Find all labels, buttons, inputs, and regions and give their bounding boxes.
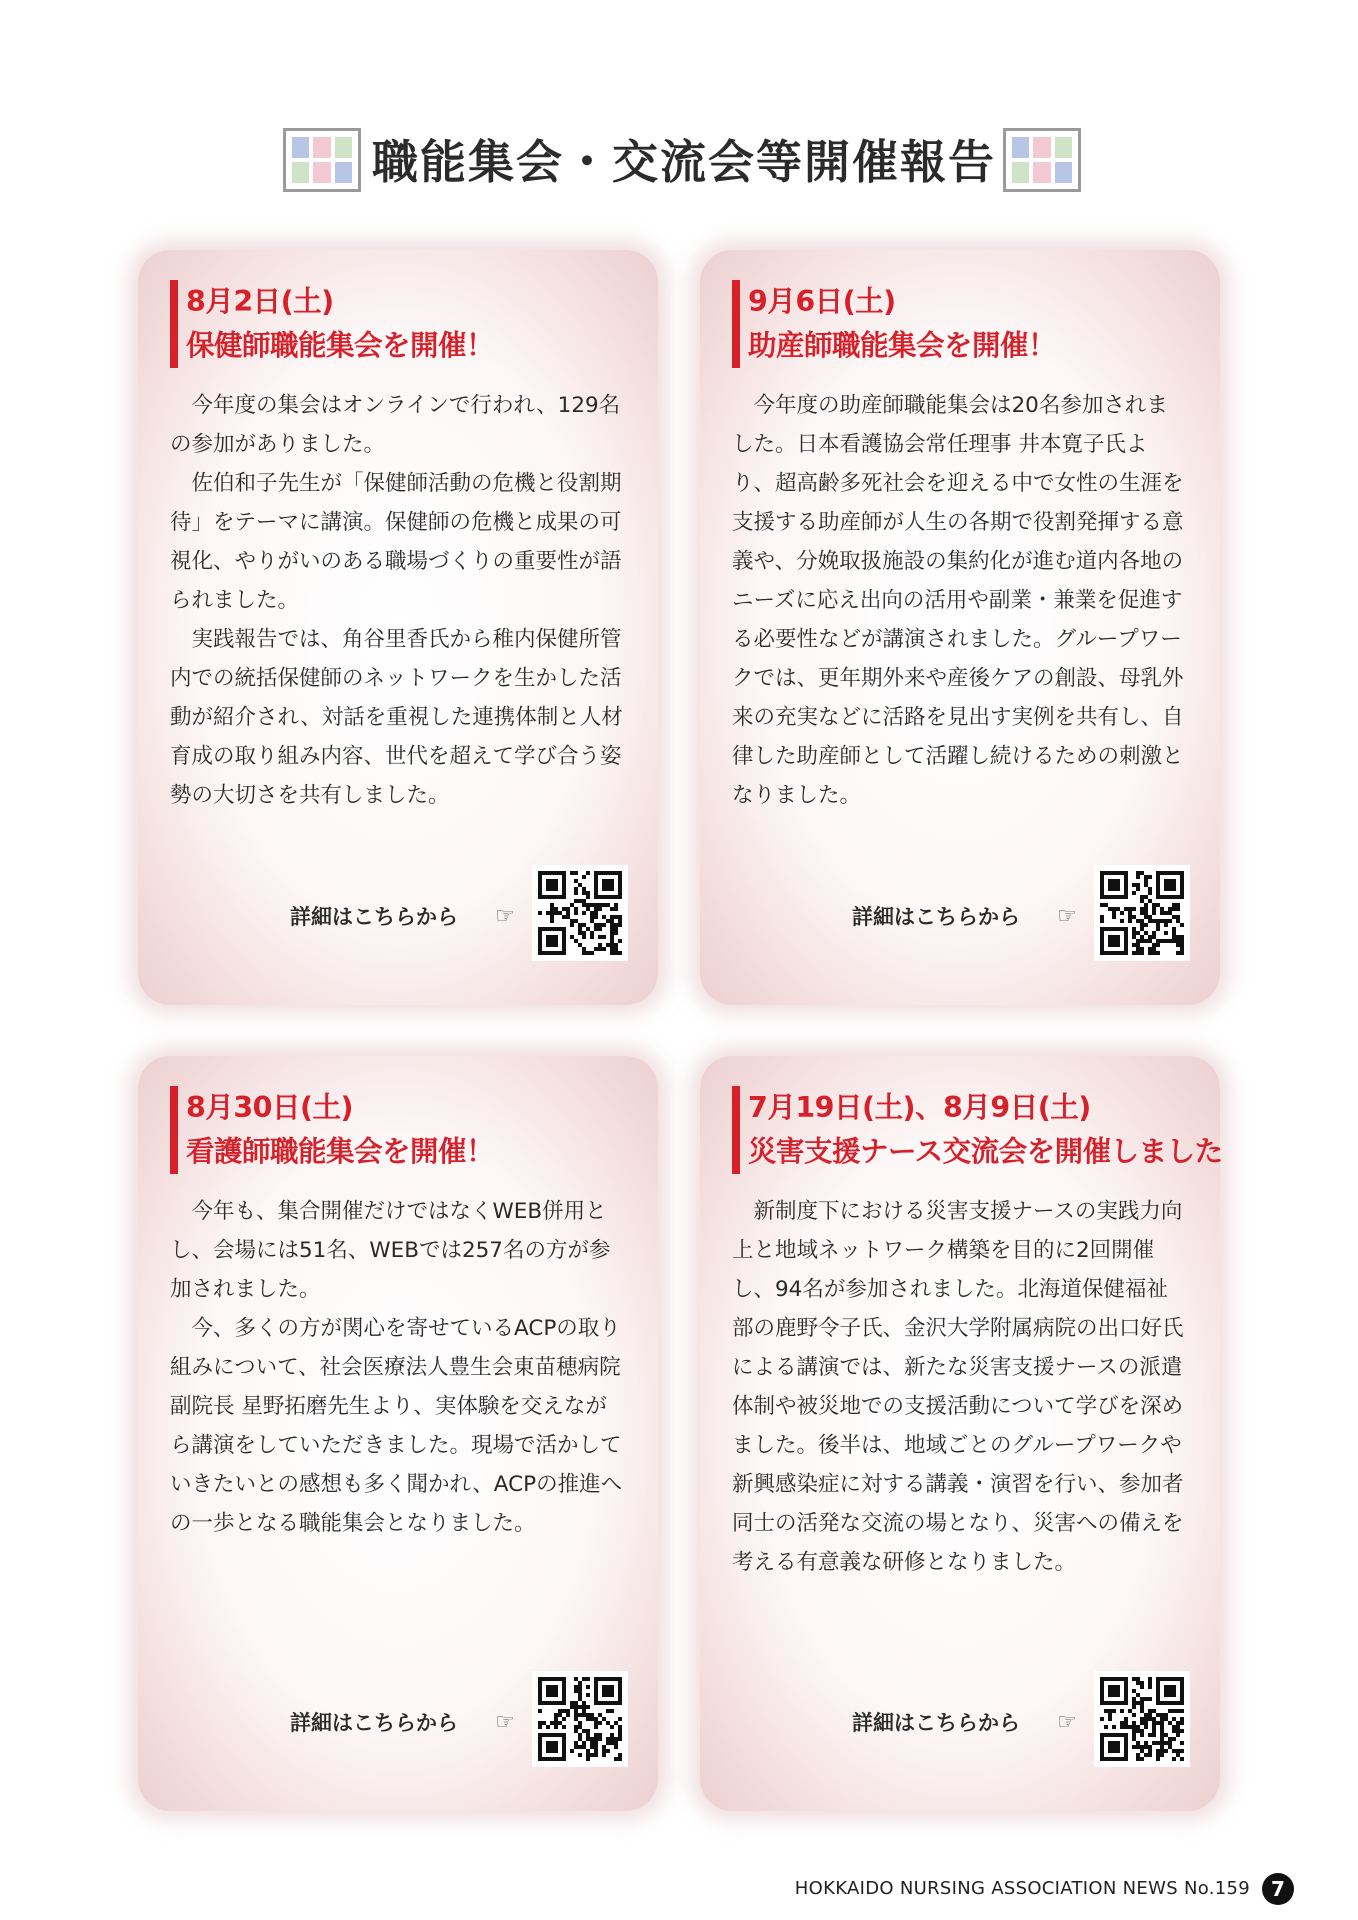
- pointing-hand-icon: ☞: [495, 904, 515, 929]
- card-header: [732, 280, 1056, 368]
- qr-code-icon[interactable]: [532, 865, 628, 961]
- page-number: 7: [1262, 1873, 1294, 1905]
- tile-decoration-icon: [283, 128, 361, 192]
- qr-code-icon[interactable]: [1094, 865, 1190, 961]
- card-paragraph: 新制度下における災害支援ナースの実践力向上と地域ネットワーク構築を目的に2回開催し、94名が参加されました。北海道保健福祉部の鹿野令子氏、金沢大学附属病院の出口好氏による講演では、新たな災害支援ナースの派遣体制や被災地での支援活動について学びを深めました。後半は、地域ごとのグループワークや新興感染症に対する講義・演習を行い、参加者同士の活発な交流の場となり、災害への備えを考える有意義な研修となりました。: [732, 1199, 1184, 1575]
- card-date: 7月19日(土)、8月9日(土): [748, 1091, 1091, 1124]
- card-header: [732, 1086, 1223, 1174]
- card-paragraph: 今年も、集合開催だけではなくWEB併用とし、会場には51名、WEBでは257名の方が参加されました。: [170, 1199, 611, 1302]
- details-link[interactable]: 詳細はこちらから: [852, 905, 1020, 929]
- details-link[interactable]: 詳細はこちらから: [290, 1711, 458, 1735]
- pointing-hand-icon: ☞: [1057, 1710, 1077, 1735]
- card-body: [732, 386, 1188, 815]
- details-link[interactable]: 詳細はこちらから: [290, 905, 458, 929]
- card-paragraph: 今、多くの方が関心を寄せているACPの取り組みについて、社会医療法人豊生会東苗穂病院副院長 星野拓磨先生より、実体験を交えながら講演をしていただきました。現場で活かしていきたいとの感想も多く聞かれ、ACPの推進への一歩となる職能集会となりました。: [170, 1316, 623, 1536]
- pointing-hand-icon: ☞: [495, 1710, 515, 1735]
- pointing-hand-icon: ☞: [1057, 904, 1077, 929]
- card-heading: 災害支援ナース交流会を開催しました: [748, 1135, 1223, 1168]
- card-body: [170, 386, 626, 815]
- report-card-public-health-nurse: [138, 250, 658, 1005]
- tile-decoration-icon: [1003, 128, 1081, 192]
- card-paragraph: 実践報告では、角谷里香氏から稚内保健所管内での統括保健師のネットワークを生かした活動が紹介され、対話を重視した連携体制と人材育成の取り組み内容、世代を超えて学び合う姿勢の大切さを共有しました。: [170, 627, 623, 808]
- qr-code-icon[interactable]: [532, 1671, 628, 1767]
- card-paragraph: 今年度の助産師職能集会は20名参加されました。日本看護協会常任理事 井本寛子氏より、超高齢多死社会を迎える中で女性の生涯を支援する助産師が人生の各期で役割発揮する意義や、分娩取扱施設の集約化が進む道内各地のニーズに応え出向の活用や副業・兼業を促進する必要性などが講演されました。グループワークでは、更年期外来や産後ケアの創設、母乳外来の充実などに活路を見出す実例を共有し、自律した助産師として活躍し続けるための刺激となりました。: [732, 393, 1184, 808]
- card-heading: 看護師職能集会を開催！: [186, 1135, 495, 1168]
- report-card-disaster-nurse: [700, 1056, 1223, 1811]
- card-paragraph: 佐伯和子先生が「保健師活動の危機と役割期待」をテーマに講演。保健師の危機と成果の可視化、やりがいのある職場づくりの重要性が語られました。: [170, 471, 622, 613]
- card-header: [170, 280, 494, 368]
- report-card-midwife: [700, 250, 1220, 1005]
- publication-name: HOKKAIDO NURSING ASSOCIATION NEWS No.159: [794, 1878, 1250, 1899]
- card-heading: 助産師職能集会を開催！: [748, 329, 1057, 362]
- qr-code-icon[interactable]: [1094, 1671, 1190, 1767]
- page-title: 職能集会・交流会等開催報告: [372, 135, 996, 189]
- card-heading: 保健師職能集会を開催！: [186, 329, 495, 362]
- page-header: [0, 128, 1358, 196]
- card-body: [732, 1192, 1188, 1582]
- report-card-nurse: [138, 1056, 658, 1811]
- card-date: 8月2日(土): [186, 285, 334, 318]
- details-link[interactable]: 詳細はこちらから: [852, 1711, 1020, 1735]
- card-body: [170, 1192, 626, 1543]
- card-paragraph: 今年度の集会はオンラインで行われ、129名の参加がありました。: [170, 393, 621, 457]
- card-header: [170, 1086, 494, 1174]
- card-date: 9月6日(土): [748, 285, 896, 318]
- card-date: 8月30日(土): [186, 1091, 354, 1124]
